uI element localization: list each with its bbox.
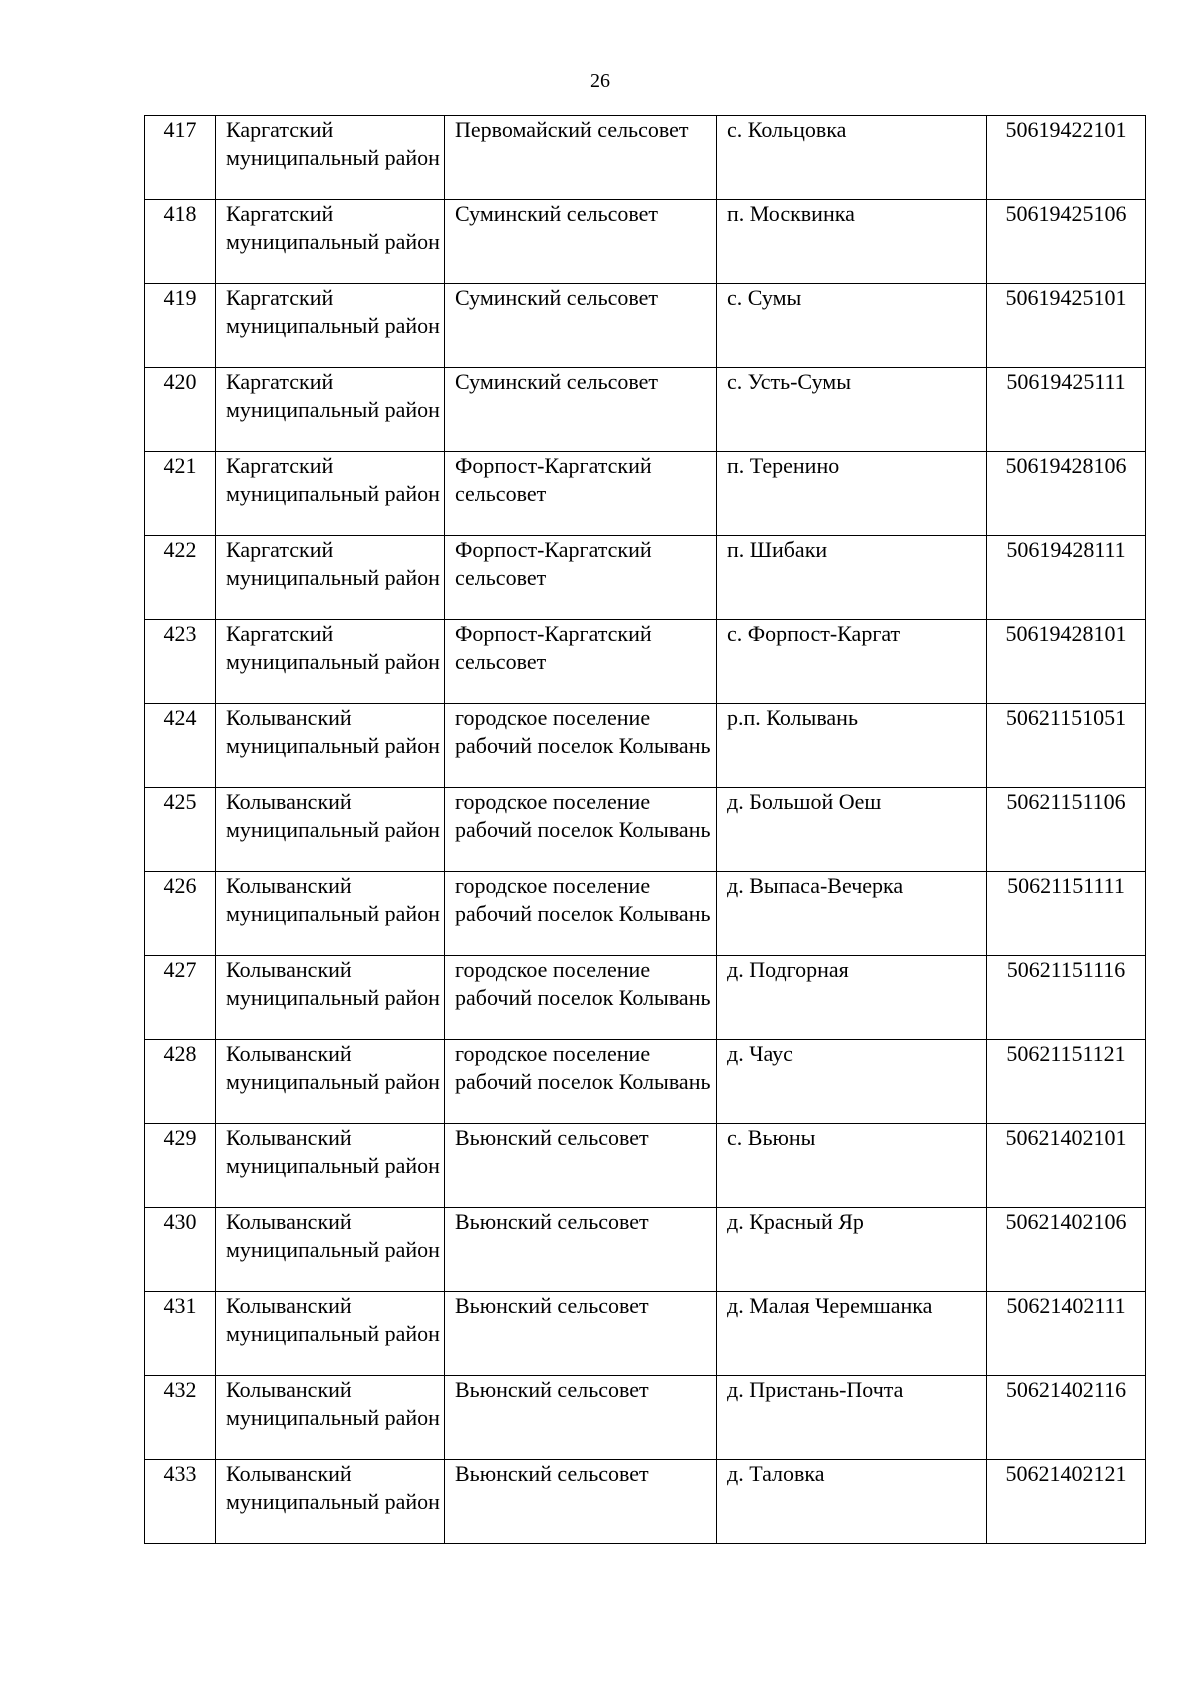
- row-number-cell: 419: [145, 284, 216, 368]
- table-row: [145, 1208, 1146, 1292]
- code-cell: 50621402106: [987, 1208, 1146, 1292]
- settlement-cell: Вьюнский сельсовет: [445, 1376, 717, 1460]
- table-row: [145, 1292, 1146, 1376]
- code-cell: 50621402121: [987, 1460, 1146, 1544]
- code-cell: 50621151106: [987, 788, 1146, 872]
- table-row: [145, 1376, 1146, 1460]
- row-number-cell: 425: [145, 788, 216, 872]
- settlement-cell: Суминский сельсовет: [445, 368, 717, 452]
- row-number-cell: 421: [145, 452, 216, 536]
- district-cell: Колыванский муниципальный район: [216, 1040, 445, 1124]
- table-row: [145, 620, 1146, 704]
- table-row: [145, 872, 1146, 956]
- row-number-cell: 428: [145, 1040, 216, 1124]
- district-cell: Колыванский муниципальный район: [216, 704, 445, 788]
- district-cell: Колыванский муниципальный район: [216, 1292, 445, 1376]
- locality-cell: д. Таловка: [717, 1460, 987, 1544]
- table-row: [145, 788, 1146, 872]
- settlement-cell: Суминский сельсовет: [445, 200, 717, 284]
- table-row: [145, 116, 1146, 200]
- settlement-cell: городское поселение рабочий поселок Колывань: [445, 956, 717, 1040]
- settlement-cell: Форпост-Каргатский сельсовет: [445, 536, 717, 620]
- locality-cell: с. Усть-Сумы: [717, 368, 987, 452]
- district-cell: Каргатский муниципальный район: [216, 620, 445, 704]
- table-row: [145, 956, 1146, 1040]
- locality-cell: д. Выпаса-Вечерка: [717, 872, 987, 956]
- locality-cell: с. Вьюны: [717, 1124, 987, 1208]
- locality-cell: п. Москвинка: [717, 200, 987, 284]
- row-number-cell: 420: [145, 368, 216, 452]
- locality-cell: д. Подгорная: [717, 956, 987, 1040]
- code-cell: 50619425106: [987, 200, 1146, 284]
- row-number-cell: 432: [145, 1376, 216, 1460]
- district-cell: Каргатский муниципальный район: [216, 536, 445, 620]
- settlement-cell: Вьюнский сельсовет: [445, 1124, 717, 1208]
- settlement-cell: Форпост-Каргатский сельсовет: [445, 620, 717, 704]
- locality-cell: с. Кольцовка: [717, 116, 987, 200]
- locality-cell: р.п. Колывань: [717, 704, 987, 788]
- code-cell: 50621151051: [987, 704, 1146, 788]
- settlement-cell: Вьюнский сельсовет: [445, 1292, 717, 1376]
- table-row: [145, 704, 1146, 788]
- row-number-cell: 430: [145, 1208, 216, 1292]
- code-cell: 50619428101: [987, 620, 1146, 704]
- table-row: [145, 368, 1146, 452]
- table-row: [145, 200, 1146, 284]
- code-cell: 50619422101: [987, 116, 1146, 200]
- table-row: [145, 284, 1146, 368]
- locality-cell: д. Большой Оеш: [717, 788, 987, 872]
- locality-cell: п. Теренино: [717, 452, 987, 536]
- settlement-cell: Форпост-Каргатский сельсовет: [445, 452, 717, 536]
- row-number-cell: 429: [145, 1124, 216, 1208]
- district-cell: Колыванский муниципальный район: [216, 1208, 445, 1292]
- row-number-cell: 431: [145, 1292, 216, 1376]
- district-cell: Колыванский муниципальный район: [216, 1376, 445, 1460]
- district-cell: Каргатский муниципальный район: [216, 452, 445, 536]
- locality-cell: с. Форпост-Каргат: [717, 620, 987, 704]
- code-cell: 50619428111: [987, 536, 1146, 620]
- settlement-cell: Вьюнский сельсовет: [445, 1460, 717, 1544]
- locality-cell: д. Красный Яр: [717, 1208, 987, 1292]
- row-number-cell: 423: [145, 620, 216, 704]
- locality-table: [144, 115, 1146, 1544]
- table-row: [145, 1124, 1146, 1208]
- district-cell: Каргатский муниципальный район: [216, 368, 445, 452]
- district-cell: Колыванский муниципальный район: [216, 788, 445, 872]
- locality-cell: д. Пристань-Почта: [717, 1376, 987, 1460]
- locality-cell: д. Малая Черемшанка: [717, 1292, 987, 1376]
- row-number-cell: 427: [145, 956, 216, 1040]
- district-cell: Колыванский муниципальный район: [216, 1460, 445, 1544]
- row-number-cell: 424: [145, 704, 216, 788]
- district-cell: Каргатский муниципальный район: [216, 116, 445, 200]
- district-cell: Колыванский муниципальный район: [216, 1124, 445, 1208]
- locality-cell: с. Сумы: [717, 284, 987, 368]
- row-number-cell: 417: [145, 116, 216, 200]
- code-cell: 50619428106: [987, 452, 1146, 536]
- row-number-cell: 418: [145, 200, 216, 284]
- code-cell: 50621151111: [987, 872, 1146, 956]
- settlement-cell: городское поселение рабочий поселок Колывань: [445, 872, 717, 956]
- row-number-cell: 422: [145, 536, 216, 620]
- page-number: 26: [590, 70, 610, 92]
- locality-cell: д. Чаус: [717, 1040, 987, 1124]
- table-row: [145, 452, 1146, 536]
- district-cell: Колыванский муниципальный район: [216, 872, 445, 956]
- code-cell: 50621151116: [987, 956, 1146, 1040]
- table-row: [145, 536, 1146, 620]
- row-number-cell: 426: [145, 872, 216, 956]
- district-cell: Каргатский муниципальный район: [216, 284, 445, 368]
- code-cell: 50619425101: [987, 284, 1146, 368]
- table-row: [145, 1040, 1146, 1124]
- settlement-cell: Суминский сельсовет: [445, 284, 717, 368]
- code-cell: 50621151121: [987, 1040, 1146, 1124]
- settlement-cell: городское поселение рабочий поселок Колывань: [445, 1040, 717, 1124]
- settlement-cell: Вьюнский сельсовет: [445, 1208, 717, 1292]
- locality-cell: п. Шибаки: [717, 536, 987, 620]
- district-cell: Каргатский муниципальный район: [216, 200, 445, 284]
- district-cell: Колыванский муниципальный район: [216, 956, 445, 1040]
- table-row: [145, 1460, 1146, 1544]
- code-cell: 50619425111: [987, 368, 1146, 452]
- settlement-cell: городское поселение рабочий поселок Колывань: [445, 788, 717, 872]
- code-cell: 50621402111: [987, 1292, 1146, 1376]
- row-number-cell: 433: [145, 1460, 216, 1544]
- code-cell: 50621402101: [987, 1124, 1146, 1208]
- settlement-cell: городское поселение рабочий поселок Колывань: [445, 704, 717, 788]
- code-cell: 50621402116: [987, 1376, 1146, 1460]
- settlement-cell: Первомайский сельсовет: [445, 116, 717, 200]
